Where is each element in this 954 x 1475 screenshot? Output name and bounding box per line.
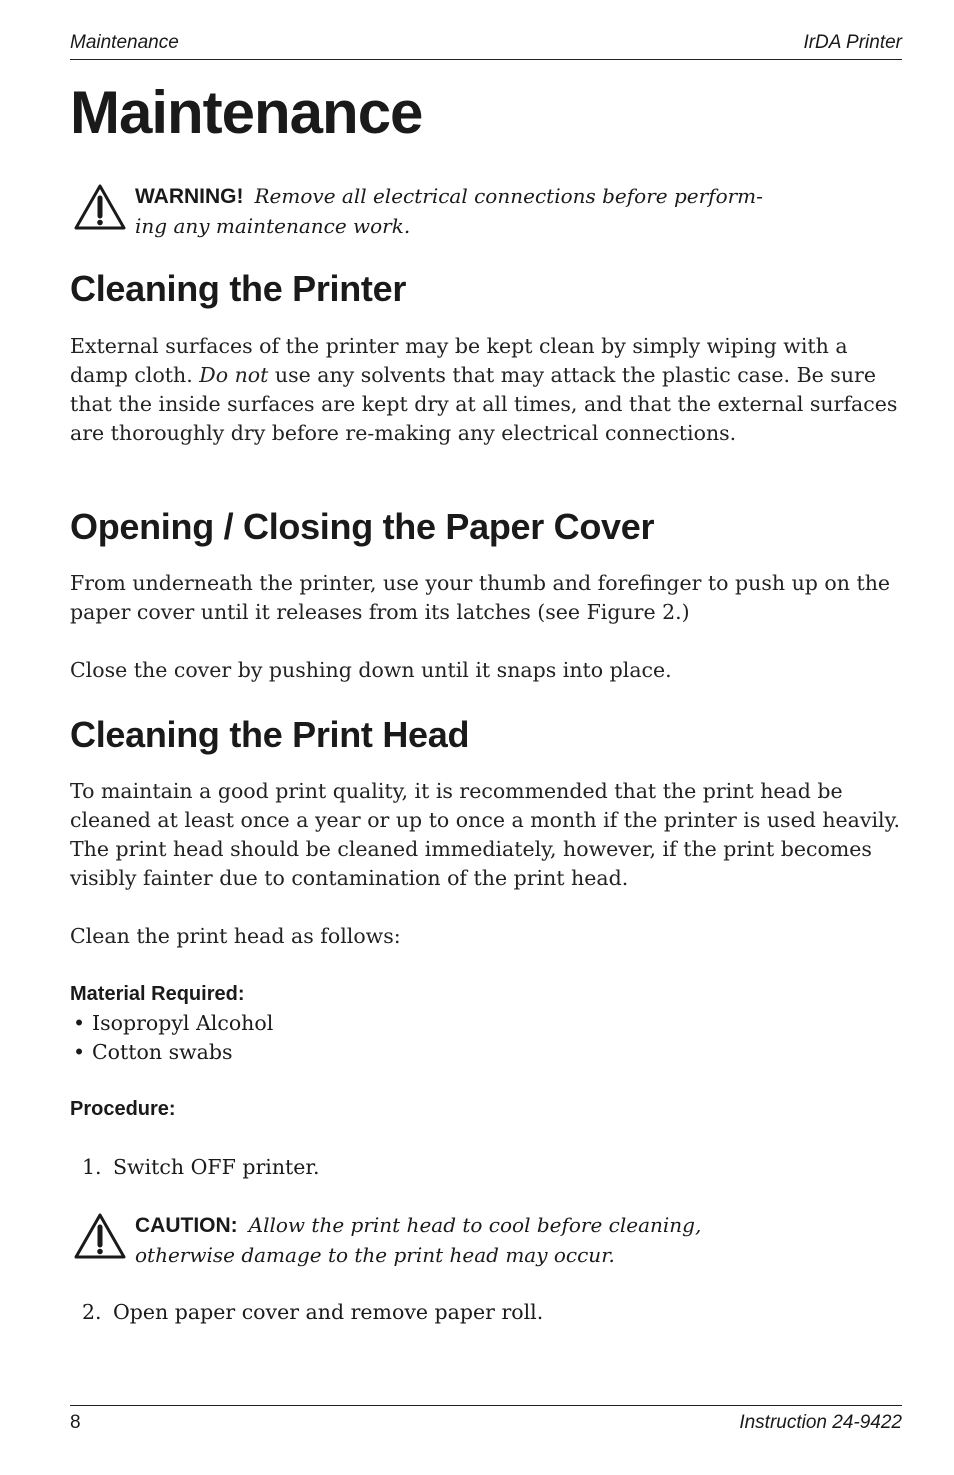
material-name: Cotton swabs xyxy=(92,1040,233,1064)
running-header xyxy=(70,30,902,60)
warning-notice xyxy=(74,181,874,241)
step-number: 2. xyxy=(82,1300,102,1324)
page-number: 8 xyxy=(70,1412,81,1433)
materials-list xyxy=(70,1009,273,1067)
step-number: 1. xyxy=(82,1155,102,1179)
procedure-step-2 xyxy=(82,1298,543,1327)
caution-text xyxy=(135,1210,701,1270)
cleaning-printer-paragraph xyxy=(70,332,910,448)
list-item xyxy=(70,1009,273,1038)
heading-cleaning-printer: Cleaning the Printer xyxy=(70,268,407,309)
procedure-step-1 xyxy=(82,1153,319,1182)
warning-triangle-icon xyxy=(74,1212,126,1260)
cleaning-text-emphasis: Do not xyxy=(199,363,269,387)
paper-cover-paragraph-1: From underneath the printer, use your thumb and forefinger to push up on the paper cover until it releases from its latches (see Figure 2.) xyxy=(70,571,891,624)
step-text: Switch OFF printer. xyxy=(113,1155,320,1179)
warning-line-2: ing any maintenance work. xyxy=(135,214,411,238)
list-item xyxy=(70,1038,273,1067)
footer-document-id: Instruction 24-9422 xyxy=(739,1412,902,1433)
warning-triangle-icon xyxy=(74,183,126,231)
caution-line-2: otherwise damage to the print head may occur. xyxy=(135,1243,615,1267)
warning-line-1: Remove all electrical connections before perform- xyxy=(254,184,763,208)
caution-notice xyxy=(74,1210,874,1270)
cleaning-text-end: use any solvents that may attack the plastic case. Be sure that the inside surfaces are kept dry at all times, and that the external surfaces are thoroughly dry before re-making any electrical connections. xyxy=(70,363,898,445)
cleaning-text-start: External surfaces of the printer may be kept clean by simply wiping with a damp cloth. xyxy=(70,334,848,387)
bullet-icon: • xyxy=(73,1011,86,1035)
running-footer xyxy=(70,1405,902,1433)
header-section-name: Maintenance xyxy=(70,32,179,53)
bullet-icon: • xyxy=(73,1040,86,1064)
procedure-label: Procedure: xyxy=(70,1098,176,1120)
material-name: Isopropyl Alcohol xyxy=(92,1011,274,1035)
header-product-name: IrDA Printer xyxy=(803,32,902,53)
heading-paper-cover: Opening / Closing the Paper Cover xyxy=(70,506,655,547)
print-head-paragraph-2: Clean the print head as follows: xyxy=(70,924,401,948)
print-head-paragraph-1: To maintain a good print quality, it is recommended that the print head be cleaned at least once a year or up to once a month if the printer is used heavily. The print head should be cleaned immediately, however, if the print becomes visibly fainter due to contamination of the print head. xyxy=(70,779,900,890)
step-text: Open paper cover and remove paper roll. xyxy=(113,1300,544,1324)
page-title: Maintenance xyxy=(70,79,423,146)
paper-cover-paragraph-2: Close the cover by pushing down until it snaps into place. xyxy=(70,658,672,682)
warning-text xyxy=(135,181,763,241)
caution-line-1: Allow the print head to cool before cleaning, xyxy=(248,1213,702,1237)
caution-label: CAUTION: xyxy=(135,1214,238,1237)
material-required-label: Material Required: xyxy=(70,983,245,1005)
heading-print-head: Cleaning the Print Head xyxy=(70,714,470,755)
warning-label: WARNING! xyxy=(135,185,244,208)
